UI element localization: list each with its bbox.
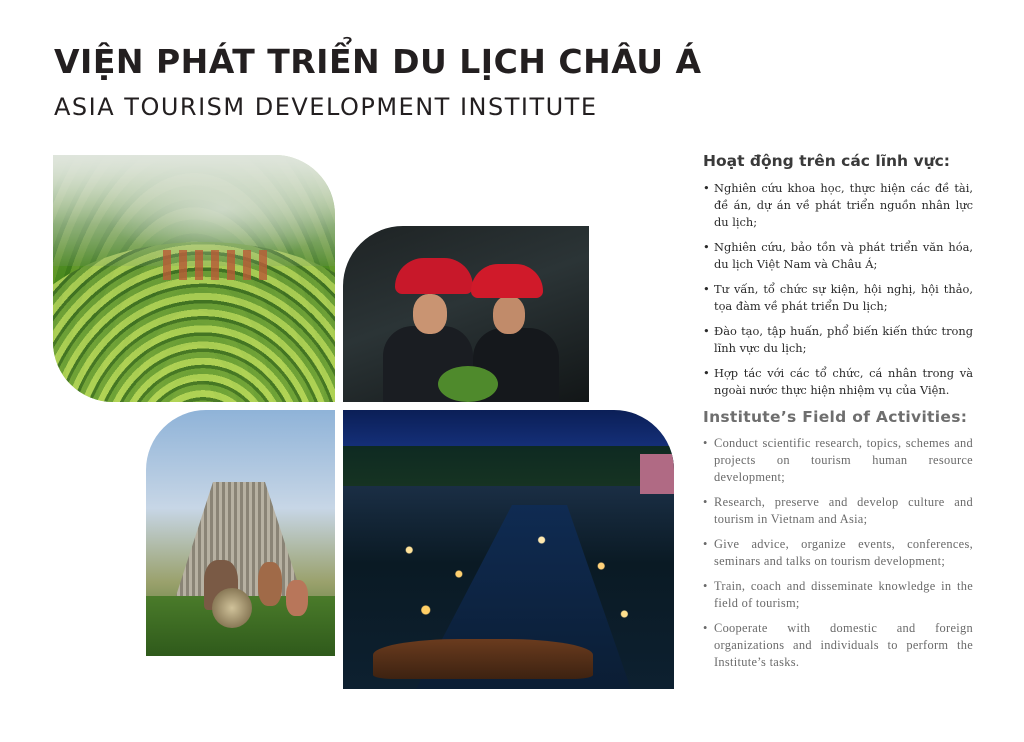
list-item: • Hợp tác với các tổ chức, cá nhân trong và ngoài nước thực hiện nhiệm vụ của Viện.: [703, 365, 973, 399]
vi-activities-heading: Hoạt động trên các lĩnh vực:: [703, 152, 951, 170]
list-item: • Conduct scientific research, topics, schemes and projects on tourism human resource development;: [703, 435, 973, 486]
list-item: • Đào tạo, tập huấn, phổ biến kiến thức trong lĩnh vực du lịch;: [703, 323, 973, 357]
list-item: • Cooperate with domestic and foreign organizations and individuals to perform the Institute’s tasks.: [703, 620, 973, 671]
vi-activities-list: [703, 180, 973, 407]
en-activities-list: [703, 435, 973, 679]
en-activities-heading: Institute’s Field of Activities:: [703, 408, 968, 426]
floating-market-photo: [343, 410, 674, 689]
page-title: VIỆN PHÁT TRIỂN DU LỊCH CHÂU Á: [54, 42, 702, 81]
list-item: • Nghiên cứu khoa học, thực hiện các đề tài, đề án, dự án về phát triển nguồn nhân lực du lịch;: [703, 180, 973, 231]
list-item: • Train, coach and disseminate knowledge in the field of tourism;: [703, 578, 973, 612]
rice-terrace-photo: [53, 155, 335, 402]
communal-house-photo: [146, 410, 335, 656]
page-subtitle: ASIA TOURISM DEVELOPMENT INSTITUTE: [54, 93, 598, 121]
list-item: • Give advice, organize events, conferences, seminars and talks on tourism development;: [703, 536, 973, 570]
list-item: • Tư vấn, tổ chức sự kiện, hội nghị, hội thảo, tọa đàm về phát triển Du lịch;: [703, 281, 973, 315]
list-item: • Nghiên cứu, bảo tồn và phát triển văn hóa, du lịch Việt Nam và Châu Á;: [703, 239, 973, 273]
ethnic-women-photo: [343, 226, 589, 402]
list-item: • Research, preserve and develop culture and tourism in Vietnam and Asia;: [703, 494, 973, 528]
